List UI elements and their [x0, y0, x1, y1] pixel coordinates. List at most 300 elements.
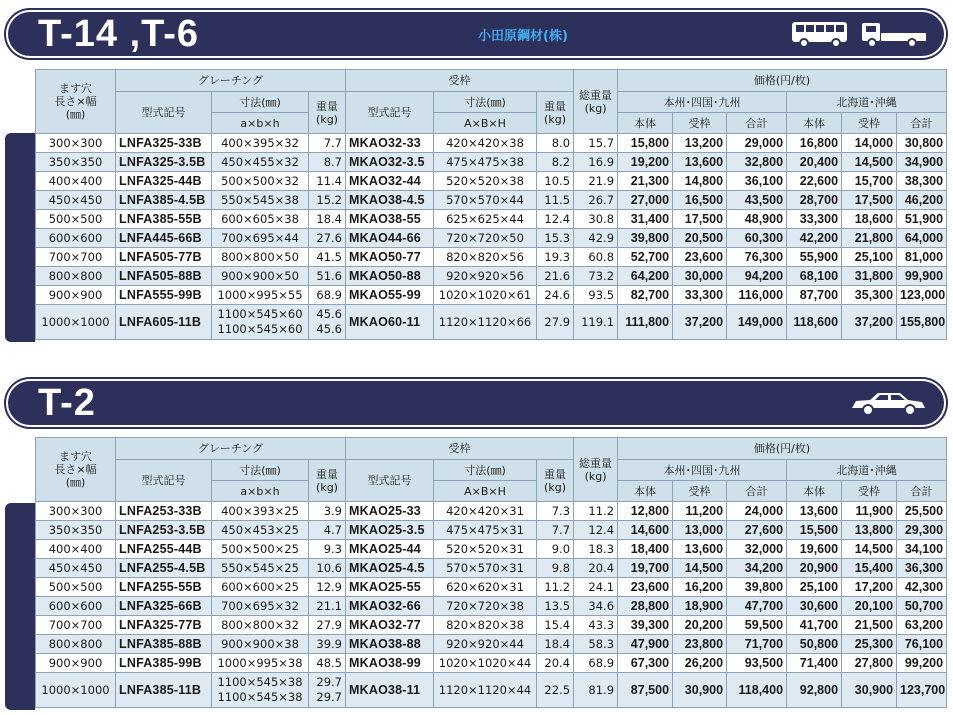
price-cell: 29,000 [727, 134, 787, 153]
price-cell: 36,100 [727, 172, 787, 191]
price-cell: 13,600 [673, 540, 727, 559]
price-cell: 55,900 [787, 248, 842, 267]
price-cell: 76,100 [897, 635, 947, 654]
frame-model-cell: MKAO50-88 [346, 267, 434, 286]
price-table [35, 69, 947, 340]
hole-size-cell: 900×900 [36, 654, 116, 673]
frame-weight-cell: 8.0 [537, 134, 574, 153]
frame-dims-header: 寸法(㎜) [434, 460, 537, 481]
frame-dims-header: 寸法(㎜) [434, 92, 537, 113]
grating-model-cell: LNFA505-88B [116, 267, 212, 286]
price-cell: 25,100 [787, 578, 842, 597]
price-table [35, 437, 947, 708]
frame-model-cell: MKAO38-11 [346, 673, 434, 708]
total-weight-cell: 18.3 [574, 540, 618, 559]
price-cell: 67,300 [618, 654, 673, 673]
price-cell: 116,000 [727, 286, 787, 305]
frame-dims-sub: A×B×H [434, 481, 537, 502]
price-cell: 47,900 [618, 635, 673, 654]
region-header-2: 北海道･沖縄 [787, 460, 947, 481]
price-cell: 15,400 [842, 559, 897, 578]
grating-model-cell: LNFA555-99B [116, 286, 212, 305]
frame-weight-header: 重量 (kg) [537, 92, 574, 134]
price-cell: 20,500 [673, 229, 727, 248]
grating-weight-cell: 12.9 [309, 578, 346, 597]
price-body-header: 本体 [787, 113, 842, 134]
price-cell: 33,300 [787, 210, 842, 229]
price-cell: 18,400 [618, 540, 673, 559]
price-cell: 36,300 [897, 559, 947, 578]
grating-dims-cell: 450×455×32 [212, 153, 309, 172]
price-cell: 42,300 [897, 578, 947, 597]
hole-size-cell: 450×450 [36, 559, 116, 578]
grating-header: グレーチング [116, 438, 346, 460]
price-cell: 25,500 [897, 502, 947, 521]
price-cell: 20,900 [787, 559, 842, 578]
truck-icon [860, 19, 928, 49]
hole-size-cell: 800×800 [36, 267, 116, 286]
price-cell: 92,800 [787, 673, 842, 708]
price-cell: 14,600 [618, 521, 673, 540]
section-banner [8, 12, 944, 56]
total-weight-cell: 60.8 [574, 248, 618, 267]
frame-model-cell: MKAO38-4.5 [346, 191, 434, 210]
table-row [36, 172, 947, 191]
frame-header: 受枠 [346, 438, 574, 460]
grating-dims-cell: 550×545×38 [212, 191, 309, 210]
price-cell: 27,800 [842, 654, 897, 673]
grating-dims-cell: 550×545×25 [212, 559, 309, 578]
price-cell: 47,700 [727, 597, 787, 616]
grating-dims-cell: 1000×995×55 [212, 286, 309, 305]
price-cell: 23,800 [673, 635, 727, 654]
grating-weight-header: 重量 (kg) [309, 92, 346, 134]
price-sum-header: 合計 [727, 113, 787, 134]
total-weight-cell: 34.6 [574, 597, 618, 616]
price-cell: 50,700 [897, 597, 947, 616]
total-weight-cell: 43.3 [574, 616, 618, 635]
price-cell: 19,700 [618, 559, 673, 578]
price-cell: 30,900 [673, 673, 727, 708]
price-cell: 27,000 [618, 191, 673, 210]
frame-model-header: 型式記号 [346, 460, 434, 502]
grating-model-cell: LNFA325-77B [116, 616, 212, 635]
grating-weight-cell: 41.5 [309, 248, 346, 267]
price-cell: 22,600 [787, 172, 842, 191]
price-cell: 37,200 [673, 305, 727, 340]
price-cell: 14,500 [673, 559, 727, 578]
price-cell: 99,200 [897, 654, 947, 673]
price-cell: 81,000 [897, 248, 947, 267]
total-weight-header: 総重量 (kg) [574, 70, 618, 134]
total-weight-cell: 58.3 [574, 635, 618, 654]
table-row [36, 540, 947, 559]
price-cell: 99,900 [897, 267, 947, 286]
grating-model-cell: LNFA385-11B [116, 673, 212, 708]
grating-model-cell: LNFA253-3.5B [116, 521, 212, 540]
frame-weight-header: 重量 (kg) [537, 460, 574, 502]
frame-weight-cell: 20.4 [537, 654, 574, 673]
frame-dims-cell: 1020×1020×44 [434, 654, 537, 673]
price-cell: 16,800 [787, 134, 842, 153]
price-cell: 30,600 [787, 597, 842, 616]
price-cell: 26,200 [673, 654, 727, 673]
table-row [36, 654, 947, 673]
price-frame-header: 受枠 [842, 481, 897, 502]
frame-dims-cell: 1020×1020×61 [434, 286, 537, 305]
frame-dims-cell: 475×475×38 [434, 153, 537, 172]
frame-weight-cell: 22.5 [537, 673, 574, 708]
total-weight-header: 総重量 (kg) [574, 438, 618, 502]
hole-size-header: ます穴 長さ×幅 (㎜) [36, 70, 116, 134]
grating-weight-cell: 8.7 [309, 153, 346, 172]
grating-model-cell: LNFA445-66B [116, 229, 212, 248]
table-row [36, 673, 947, 708]
price-cell: 29,300 [897, 521, 947, 540]
hole-size-cell: 450×450 [36, 191, 116, 210]
price-cell: 39,300 [618, 616, 673, 635]
hole-size-cell: 1000×1000 [36, 305, 116, 340]
price-cell: 17,500 [673, 210, 727, 229]
grating-dims-sub: a×b×h [212, 481, 309, 502]
price-cell: 87,500 [618, 673, 673, 708]
grating-weight-cell: 29.7 29.7 [309, 673, 346, 708]
total-weight-cell: 12.4 [574, 521, 618, 540]
frame-model-header: 型式記号 [346, 92, 434, 134]
price-cell: 38,300 [897, 172, 947, 191]
frame-weight-cell: 11.5 [537, 191, 574, 210]
frame-model-cell: MKAO32-44 [346, 172, 434, 191]
table-row [36, 521, 947, 540]
price-cell: 20,100 [842, 597, 897, 616]
price-cell: 16,200 [673, 578, 727, 597]
total-weight-cell: 26.7 [574, 191, 618, 210]
price-body-header: 本体 [618, 113, 673, 134]
grating-weight-cell: 51.6 [309, 267, 346, 286]
price-cell: 63,200 [897, 616, 947, 635]
price-cell: 48,900 [727, 210, 787, 229]
price-cell: 17,200 [842, 578, 897, 597]
price-cell: 15,500 [787, 521, 842, 540]
hole-size-cell: 1000×1000 [36, 673, 116, 708]
price-cell: 42,200 [787, 229, 842, 248]
frame-dims-cell: 520×520×38 [434, 172, 537, 191]
frame-dims-cell: 420×420×38 [434, 134, 537, 153]
hole-size-cell: 900×900 [36, 286, 116, 305]
table-row [36, 635, 947, 654]
frame-dims-cell: 820×820×38 [434, 616, 537, 635]
table-row [36, 267, 947, 286]
price-cell: 51,900 [897, 210, 947, 229]
vehicle-icons [848, 386, 928, 420]
grating-dims-cell: 900×900×38 [212, 635, 309, 654]
price-cell: 149,000 [727, 305, 787, 340]
frame-weight-cell: 7.3 [537, 502, 574, 521]
grating-model-cell: LNFA385-55B [116, 210, 212, 229]
price-cell: 39,800 [618, 229, 673, 248]
price-cell: 43,500 [727, 191, 787, 210]
hole-size-cell: 500×500 [36, 578, 116, 597]
section-banner [8, 381, 944, 425]
price-body-header: 本体 [787, 481, 842, 502]
price-cell: 11,200 [673, 502, 727, 521]
price-cell: 32,800 [727, 153, 787, 172]
total-weight-cell: 21.9 [574, 172, 618, 191]
frame-dims-cell: 475×475×31 [434, 521, 537, 540]
table-row [36, 502, 947, 521]
frame-dims-cell: 720×720×50 [434, 229, 537, 248]
frame-weight-cell: 12.4 [537, 210, 574, 229]
price-cell: 34,900 [897, 153, 947, 172]
price-cell: 30,800 [897, 134, 947, 153]
grating-weight-cell: 7.7 [309, 134, 346, 153]
price-cell: 15,700 [842, 172, 897, 191]
grating-model-cell: LNFA253-33B [116, 502, 212, 521]
grating-weight-cell: 48.5 [309, 654, 346, 673]
price-cell: 20,200 [673, 616, 727, 635]
grating-model-cell: LNFA255-55B [116, 578, 212, 597]
bus-icon [790, 19, 850, 49]
price-cell: 23,600 [618, 578, 673, 597]
grating-weight-cell: 3.9 [309, 502, 346, 521]
frame-weight-cell: 9.0 [537, 540, 574, 559]
region-header-1: 本州･四国･九州 [618, 92, 787, 113]
frame-dims-cell: 420×420×31 [434, 502, 537, 521]
frame-model-cell: MKAO55-99 [346, 286, 434, 305]
price-cell: 82,700 [618, 286, 673, 305]
grating-weight-cell: 18.4 [309, 210, 346, 229]
frame-model-cell: MKAO25-3.5 [346, 521, 434, 540]
table-row [36, 191, 947, 210]
price-cell: 18,600 [842, 210, 897, 229]
frame-model-cell: MKAO60-11 [346, 305, 434, 340]
hole-size-cell: 500×500 [36, 210, 116, 229]
frame-weight-cell: 18.4 [537, 635, 574, 654]
price-cell: 123,000 [897, 286, 947, 305]
grating-weight-cell: 68.9 [309, 286, 346, 305]
price-frame-header: 受枠 [673, 113, 727, 134]
frame-model-cell: MKAO32-66 [346, 597, 434, 616]
price-cell: 118,400 [727, 673, 787, 708]
price-cell: 68,100 [787, 267, 842, 286]
price-cell: 25,300 [842, 635, 897, 654]
frame-dims-cell: 920×920×44 [434, 635, 537, 654]
price-cell: 155,800 [897, 305, 947, 340]
price-cell: 15,800 [618, 134, 673, 153]
grating-dims-cell: 500×500×32 [212, 172, 309, 191]
hole-size-cell: 700×700 [36, 248, 116, 267]
frame-header: 受枠 [346, 70, 574, 92]
frame-weight-cell: 8.2 [537, 153, 574, 172]
grating-weight-cell: 10.6 [309, 559, 346, 578]
hole-size-cell: 800×800 [36, 635, 116, 654]
price-cell: 14,500 [842, 540, 897, 559]
price-cell: 14,500 [842, 153, 897, 172]
total-weight-cell: 119.1 [574, 305, 618, 340]
grating-dims-cell: 800×800×32 [212, 616, 309, 635]
table-row [36, 153, 947, 172]
region-header-2: 北海道･沖縄 [787, 92, 947, 113]
frame-model-cell: MKAO25-33 [346, 502, 434, 521]
total-weight-cell: 68.9 [574, 654, 618, 673]
frame-model-cell: MKAO25-55 [346, 578, 434, 597]
price-cell: 23,600 [673, 248, 727, 267]
hole-size-cell: 400×400 [36, 172, 116, 191]
price-cell: 30,900 [842, 673, 897, 708]
grating-dims-cell: 700×695×32 [212, 597, 309, 616]
price-cell: 13,600 [787, 502, 842, 521]
frame-model-cell: MKAO32-77 [346, 616, 434, 635]
price-cell: 94,200 [727, 267, 787, 286]
price-cell: 60,300 [727, 229, 787, 248]
price-frame-header: 受枠 [842, 113, 897, 134]
maker-name: 小田原鋼材(株) [478, 29, 568, 44]
price-frame-header: 受枠 [673, 481, 727, 502]
price-body-header: 本体 [618, 481, 673, 502]
total-weight-cell: 81.9 [574, 673, 618, 708]
frame-weight-cell: 11.2 [537, 578, 574, 597]
frame-weight-cell: 13.5 [537, 597, 574, 616]
grating-model-cell: LNFA385-4.5B [116, 191, 212, 210]
frame-dims-cell: 520×520×31 [434, 540, 537, 559]
frame-model-cell: MKAO44-66 [346, 229, 434, 248]
grating-model-cell: LNFA255-44B [116, 540, 212, 559]
grating-model-cell: LNFA325-44B [116, 172, 212, 191]
grating-model-cell: LNFA505-77B [116, 248, 212, 267]
price-cell: 12,800 [618, 502, 673, 521]
price-cell: 20,400 [787, 153, 842, 172]
price-cell: 64,000 [897, 229, 947, 248]
frame-weight-cell: 19.3 [537, 248, 574, 267]
price-cell: 71,700 [727, 635, 787, 654]
grating-dims-cell: 600×600×25 [212, 578, 309, 597]
price-cell: 50,800 [787, 635, 842, 654]
frame-dims-cell: 820×820×56 [434, 248, 537, 267]
frame-weight-cell: 21.6 [537, 267, 574, 286]
total-weight-cell: 16.9 [574, 153, 618, 172]
grating-model-header: 型式記号 [116, 92, 212, 134]
frame-dims-cell: 620×620×31 [434, 578, 537, 597]
price-cell: 21,300 [618, 172, 673, 191]
grating-weight-header: 重量 (kg) [309, 460, 346, 502]
grating-dims-cell: 450×453×25 [212, 521, 309, 540]
frame-weight-cell: 27.9 [537, 305, 574, 340]
total-weight-cell: 24.1 [574, 578, 618, 597]
price-cell: 28,800 [618, 597, 673, 616]
price-cell: 32,000 [727, 540, 787, 559]
grating-dims-cell: 1000×995×38 [212, 654, 309, 673]
grating-dims-cell: 700×695×44 [212, 229, 309, 248]
price-cell: 14,000 [842, 134, 897, 153]
table-row [36, 305, 947, 340]
frame-dims-cell: 625×625×44 [434, 210, 537, 229]
grating-dims-cell: 600×605×38 [212, 210, 309, 229]
table-row [36, 210, 947, 229]
table-row [36, 616, 947, 635]
grating-model-cell: LNFA325-66B [116, 597, 212, 616]
price-cell: 123,700 [897, 673, 947, 708]
grating-weight-cell: 21.1 [309, 597, 346, 616]
grating-dims-cell: 400×395×32 [212, 134, 309, 153]
section-title: T-14 ,T-6 [38, 13, 200, 55]
table-row [36, 229, 947, 248]
grating-weight-cell: 11.4 [309, 172, 346, 191]
price-cell: 11,900 [842, 502, 897, 521]
price-cell: 34,200 [727, 559, 787, 578]
grating-dims-cell: 900×900×50 [212, 267, 309, 286]
price-cell: 59,500 [727, 616, 787, 635]
grating-weight-cell: 39.9 [309, 635, 346, 654]
frame-weight-cell: 7.7 [537, 521, 574, 540]
price-cell: 46,200 [897, 191, 947, 210]
frame-dims-cell: 1120×1120×66 [434, 305, 537, 340]
price-cell: 25,100 [842, 248, 897, 267]
grating-model-cell: LNFA255-4.5B [116, 559, 212, 578]
grating-dims-cell: 400×393×25 [212, 502, 309, 521]
total-weight-cell: 15.7 [574, 134, 618, 153]
frame-dims-sub: A×B×H [434, 113, 537, 134]
table-row [36, 134, 947, 153]
total-weight-cell: 93.5 [574, 286, 618, 305]
grating-weight-cell: 27.6 [309, 229, 346, 248]
frame-model-cell: MKAO38-55 [346, 210, 434, 229]
frame-model-cell: MKAO25-44 [346, 540, 434, 559]
total-weight-cell: 73.2 [574, 267, 618, 286]
vehicle-icons [790, 17, 928, 51]
price-cell: 71,400 [787, 654, 842, 673]
grating-model-cell: LNFA385-99B [116, 654, 212, 673]
price-cell: 30,000 [673, 267, 727, 286]
car-icon [848, 388, 928, 418]
price-cell: 33,300 [673, 286, 727, 305]
table-row [36, 559, 947, 578]
grating-weight-cell: 27.9 [309, 616, 346, 635]
region-header-1: 本州･四国･九州 [618, 460, 787, 481]
grating-dims-cell: 800×800×50 [212, 248, 309, 267]
price-cell: 13,600 [673, 153, 727, 172]
price-cell: 24,000 [727, 502, 787, 521]
frame-dims-cell: 720×720×38 [434, 597, 537, 616]
price-cell: 37,200 [842, 305, 897, 340]
frame-model-cell: MKAO50-77 [346, 248, 434, 267]
price-cell: 21,800 [842, 229, 897, 248]
total-weight-cell: 20.4 [574, 559, 618, 578]
table-row [36, 578, 947, 597]
grating-weight-cell: 4.7 [309, 521, 346, 540]
table-row [36, 286, 947, 305]
price-cell: 13,800 [842, 521, 897, 540]
hole-size-header: ます穴 長さ×幅 (㎜) [36, 438, 116, 502]
total-weight-cell: 30.8 [574, 210, 618, 229]
frame-model-cell: MKAO25-4.5 [346, 559, 434, 578]
hole-size-cell: 350×350 [36, 153, 116, 172]
section-title: T-2 [38, 382, 96, 424]
table-row [36, 248, 947, 267]
price-cell: 93,500 [727, 654, 787, 673]
price-sum-header: 合計 [897, 481, 947, 502]
hole-size-cell: 600×600 [36, 229, 116, 248]
price-cell: 13,000 [673, 521, 727, 540]
section-sidebar [5, 133, 35, 342]
price-cell: 34,100 [897, 540, 947, 559]
price-cell: 16,500 [673, 191, 727, 210]
frame-weight-cell: 10.5 [537, 172, 574, 191]
grating-dims-cell: 1100×545×60 1100×545×60 [212, 305, 309, 340]
frame-weight-cell: 15.3 [537, 229, 574, 248]
frame-model-cell: MKAO32-3.5 [346, 153, 434, 172]
price-cell: 52,700 [618, 248, 673, 267]
hole-size-cell: 300×300 [36, 134, 116, 153]
